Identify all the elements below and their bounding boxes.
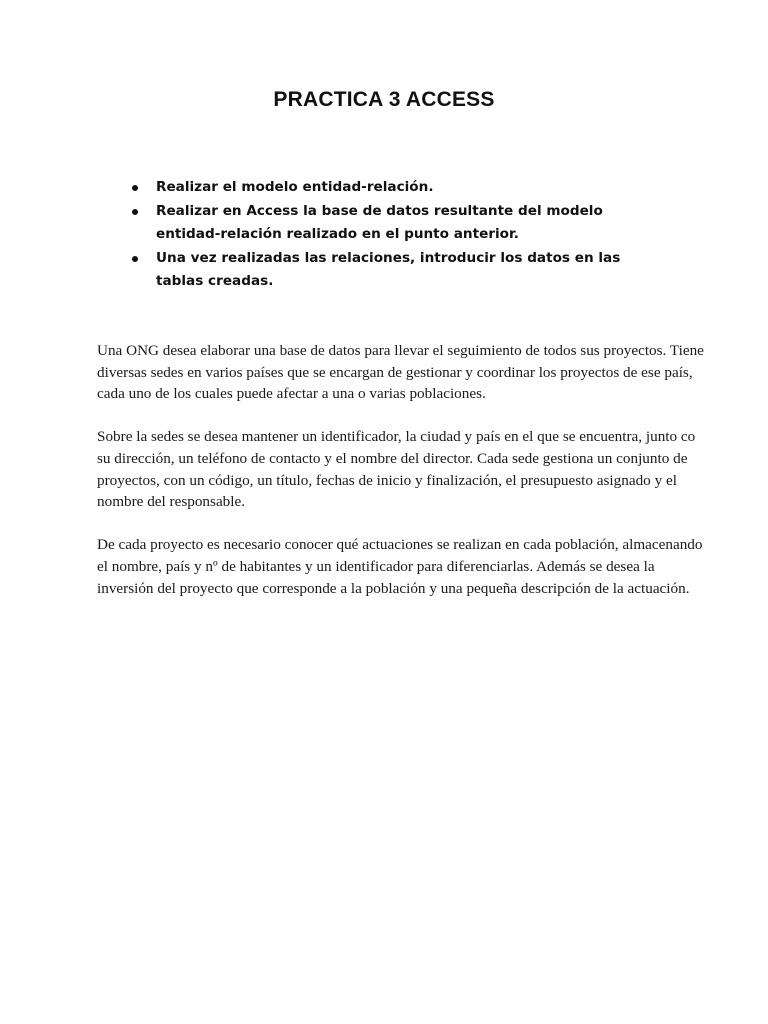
task-item xyxy=(128,247,648,294)
page-title: PRACTICA 3 ACCESS xyxy=(273,88,495,111)
bullet-icon xyxy=(132,209,138,215)
bullet-icon xyxy=(132,185,138,191)
task-text: Realizar el modelo entidad-relación. xyxy=(156,179,434,195)
paragraph: Sobre la sedes se desea mantener un identificador, la ciudad y país en el que se encuentra, junto co su dirección, un teléfono de contacto y el nombre del director. Cada sede gestiona un conjunto de proyectos, con un código, un título, fechas de inicio y finalización, el presupuesto asignado y el nombre del responsable. xyxy=(97,428,696,511)
task-text: Una vez realizadas las relaciones, introducir los datos en las tablas creadas. xyxy=(156,249,621,289)
paragraph: Una ONG desea elaborar una base de datos para llevar el seguimiento de todos sus proyectos. Tiene diversas sedes en varios países que se encargan de gestionar y coordinar los proyectos de ese país, cada uno de los cuales puede afectar a una o varias poblaciones. xyxy=(97,342,704,403)
task-text: Realizar en Access la base de datos resultante del modelo entidad-relación realizado en el punto anterior. xyxy=(156,202,603,242)
task-item xyxy=(128,200,648,247)
task-list xyxy=(128,176,648,294)
task-item xyxy=(128,176,648,200)
paragraph: De cada proyecto es necesario conocer qué actuaciones se realizan en cada población, almacenando el nombre, país y nº de habitantes y un identificador para diferenciarlas. Además se desea la inversión del proyecto que corresponde a la población y una pequeña descripción de la actuación. xyxy=(97,536,703,597)
problem-statement xyxy=(97,340,707,621)
bullet-icon xyxy=(132,256,138,262)
